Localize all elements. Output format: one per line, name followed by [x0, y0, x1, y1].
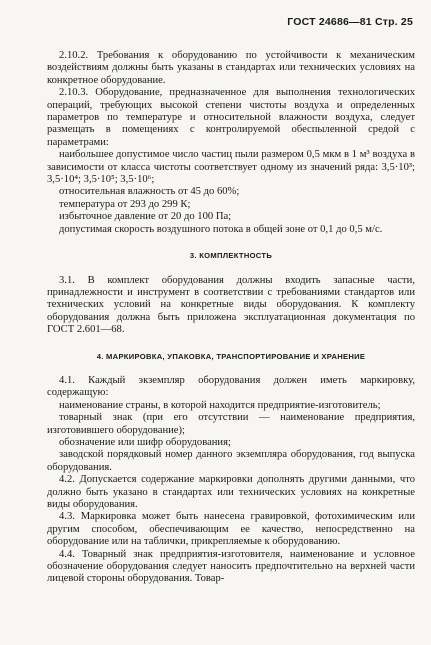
- paragraph-2-10-3: 2.10.3. Оборудование, предназначенное для выполнения технологических операций, требующих высокой степени чистоты воздуха и определенных параметров по температуре и относительной влажности воздуха, следует размещать в помещениях с контролируемой обеспыленной средой с параметрами:: [47, 87, 415, 148]
- paragraph-4-3: 4.3. Маркировка может быть нанесена гравировкой, фотохимическим или другим способом, обеспечивающим ее качество, непосредственно на оборудование или на таблички, прикрепляемые к оборудованию.: [47, 511, 415, 548]
- paragraph-4-1: 4.1. Каждый экземпляр оборудования должен иметь маркировку, содержащую:: [47, 374, 415, 399]
- page-header: ГОСТ 24686—81 Стр. 25: [287, 16, 413, 28]
- list-item-humidity: относительная влажность от 45 до 60%;: [59, 186, 240, 198]
- list-item-trademark: товарный знак (при его отсутствии — наименование предприятия, изготовившего оборудование);: [47, 412, 415, 436]
- paragraph-3-1: 3.1. В комплект оборудования должны входить запасные части, принадлежности и инструмент в соответствии с требованиями стандартов или технических условий на конкретные виды оборудования. К комплекту оборудования должна быть приложена эксплуатационная документация по ГОСТ 2.601—68.: [47, 274, 415, 336]
- section-heading-marking: 4. МАРКИРОВКА, УПАКОВКА, ТРАНСПОРТИРОВАНИЕ И ХРАНЕНИЕ: [96, 351, 366, 361]
- list-item-serial-number: заводской порядковый номер данного экземпляра оборудования, год выпуска оборудования.: [47, 449, 415, 473]
- section-heading-completeness: 3. КОМПЛЕКТНОСТЬ: [189, 251, 273, 261]
- paragraph-air-velocity: допустимая скорость воздушного потока в общей зоне от 0,1 до 0,5 м/с.: [59, 223, 383, 235]
- list-item-designation: обозначение или шифр оборудования;: [59, 436, 231, 448]
- paragraph-4-4: 4.4. Товарный знак предприятия-изготовителя, наименование и условное обозначение оборудования следует наносить предпочтительно на верхней части лицевой стороны оборудования. Товар-: [47, 548, 415, 585]
- list-item-temperature: температура от 293 до 299 К;: [59, 198, 191, 210]
- list-item-pressure: избыточное давление от 20 до 100 Па;: [59, 211, 232, 223]
- paragraph-4-2: 4.2. Допускается содержание маркировки дополнять другими данными, что должно быть указано в стандартах или технических условиях на конкретные виды оборудования.: [47, 474, 415, 510]
- paragraph-2-10-2: 2.10.2. Требования к оборудованию по устойчивости к механическим воздействиям должны быть указаны в стандартах или технических условиях на конкретное оборудование.: [47, 50, 415, 86]
- list-item-country: наименование страны, в которой находится предприятие-изготовитель;: [59, 399, 381, 411]
- paragraph-dust-particles: наибольшее допустимое число частиц пыли размером 0,5 мкм в 1 м³ воздуха в зависимости от класса чистоты соответствует одному из значений ряда: 3,5·10³; 3,5·10⁴; 3,5·10⁵; 3,5·10⁶;: [47, 149, 415, 186]
- document-body: [47, 50, 415, 586]
